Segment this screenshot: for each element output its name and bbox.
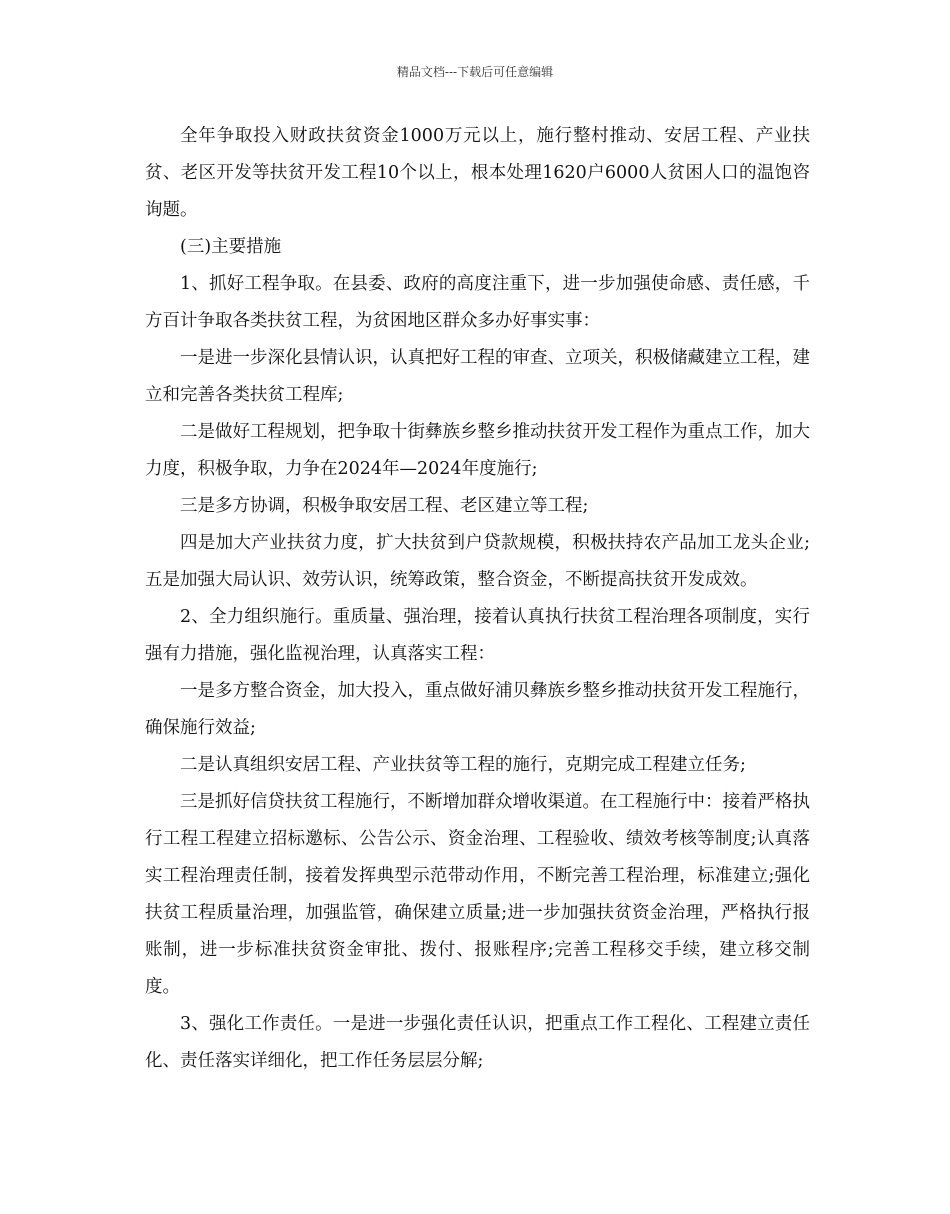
paragraph-measure-1: 1、抓好工程争取。在县委、政府的高度注重下，进一步加强使命感、责任感，千方百计争取各类扶贫工程，为贫困地区群众多办好事实事： — [145, 274, 810, 331]
paragraph-measure-2: 2、全力组织施行。重质量、强治理，接着认真执行扶贫工程治理各项制度，实行强有力措施，强化监视治理，认真落实工程： — [145, 607, 810, 664]
paragraph-funding-goal: 全年争取投入财政扶贫资金1000万元以上，施行整村推动、安居工程、产业扶贫、老区开发等扶贫开发工程10个以上，根本处理1620户6000人贫困人口的温饱咨询题。 — [145, 126, 810, 220]
document-body — [145, 118, 810, 1080]
paragraph-measure-1-item-4: 四是加大产业扶贫力度，扩大扶贫到户贷款规模，积极扶持农产品加工龙头企业;五是加强大局认识、效劳认识，统筹政策，整合资金，不断提高扶贫开发成效。 — [145, 533, 810, 590]
paragraph-measure-2-item-3: 三是抓好信贷扶贫工程施行，不断增加群众增收渠道。在工程施行中：接着严格执行工程工程建立招标邀标、公告公示、资金治理、工程验收、绩效考核等制度;认真落实工程治理责任制，接着发挥典型示范带动作用，不断完善工程治理，标准建立;强化扶贫工程质量治理，加强监管，确保建立质量;进一步加强扶贫资金治理，严格执行报账制，进一步标准扶贫资金审批、拨付、报账程序;完善工程移交手续，建立移交制度。 — [145, 792, 810, 997]
paragraph-measure-2-item-1: 一是多方整合资金，加大投入，重点做好浦贝彝族乡整乡推动扶贫开发工程施行，确保施行效益; — [145, 681, 810, 738]
page-header: 精品文档---下载后可任意编辑 — [396, 65, 554, 79]
paragraph-measure-3: 3、强化工作责任。一是进一步强化责任认识，把重点工作工程化、工程建立责任化、责任落实详细化，把工作任务层层分解; — [145, 1014, 810, 1071]
paragraph-measure-1-item-3: 三是多方协调，积极争取安居工程、老区建立等工程; — [180, 496, 589, 516]
paragraph-measure-1-item-1: 一是进一步深化县情认识，认真把好工程的审查、立项关，积极储藏建立工程，建立和完善各类扶贫工程库; — [145, 348, 810, 405]
paragraph-main-measures-heading: (三)主要措施 — [180, 237, 282, 257]
paragraph-measure-2-item-2: 二是认真组织安居工程、产业扶贫等工程的施行，克期完成工程建立任务; — [180, 755, 746, 775]
paragraph-measure-1-item-2: 二是做好工程规划，把争取十街彝族乡整乡推动扶贫开发工程作为重点工作，加大力度，积极争取，力争在2024年—2024年度施行; — [145, 422, 810, 479]
